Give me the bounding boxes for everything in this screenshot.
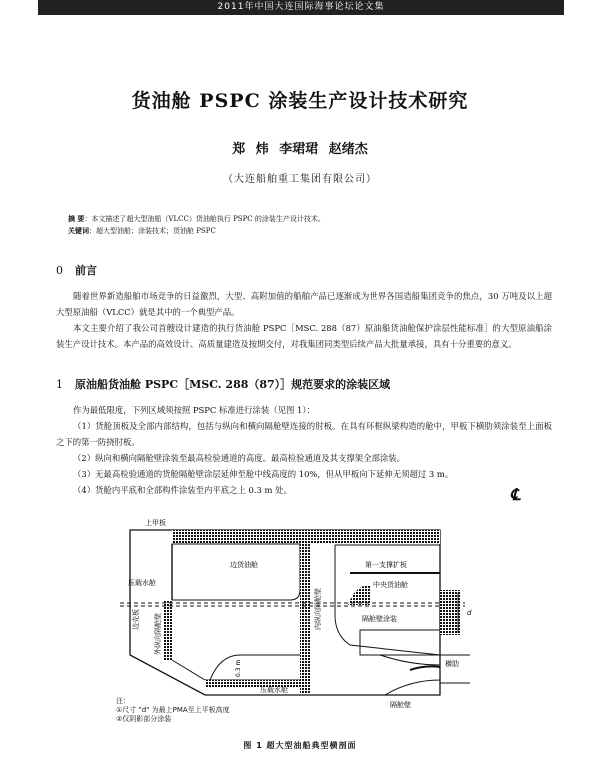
- label-inner-bulkhead: 内纵向隔舱壁: [314, 588, 322, 630]
- label-outer-bulkhead: 外纵向隔舱壁: [154, 613, 162, 655]
- abstract-line: [68, 213, 538, 225]
- section-title: 前言: [75, 264, 97, 277]
- section-0-paragraph-2: 本文主要介绍了我公司首艘设计建造的执行货油舱 PSPC［MSC. 288（87）原油船货油舱保护涂层性能标准］的大型原油船涂装生产设计技术。本产品的高效设计、高质量建造及按期交付，对我集团同类型后续产品大批量承接，具有十分重要的意义。: [56, 323, 552, 349]
- affiliation: （大连船舶重工集团有限公司）: [223, 174, 377, 185]
- section-0-paragraph-1: 随着世界新造船舶市场竞争的日益激烈，大型、高附加值的船舶产品已逐渐成为世界各国造船集团竞争的焦点，30 万吨及以上超大型原油船（VLCC）就是其中的一个典型产品。: [56, 291, 552, 317]
- paper-title: 货油舱 PSPC 涂装生产设计技术研究: [131, 90, 469, 112]
- keywords-line: [68, 225, 538, 237]
- label-upper-deck: 上甲板: [145, 519, 166, 527]
- label-center-tank: 中央货油舱: [373, 581, 408, 589]
- label-bracket: 隔舱壁: [390, 701, 411, 709]
- label-height-d: d: [467, 609, 472, 617]
- figure-caption: 图 1 超大型油船典型横剖面: [243, 741, 357, 750]
- outer-bulkhead-coating: [164, 600, 172, 660]
- abstract-label: 摘 要: [68, 215, 85, 223]
- label-side-tank: 边货油舱: [230, 561, 258, 569]
- cross-section-figure: [110, 505, 530, 725]
- label-side-shell: 边壳板: [132, 609, 140, 630]
- running-header: 2011年中国大连国际海事论坛论文集: [38, 0, 564, 15]
- abstract-block: [68, 213, 538, 237]
- label-dim-03: 0.3 m: [235, 659, 242, 677]
- section-1-paragraph-1: 作为最低限度，下列区域须按照 PSPC 标准进行涂装（见图 1）：: [73, 405, 315, 415]
- label-frame: 横肋: [445, 660, 459, 668]
- section-1-paragraph-3: （2）纵向和横向隔舱壁涂装至最高检验通道的高度。最高检验通道及其支撑架全部涂装。: [73, 453, 405, 463]
- section-0-heading: [56, 262, 97, 278]
- section-number: 0: [56, 264, 63, 277]
- inner-bulkhead-coating: [300, 544, 310, 694]
- keywords-label: 关键词: [68, 227, 89, 235]
- centerline-symbol: ℄: [510, 485, 521, 504]
- label-ballast-tank: 压载水舱: [128, 579, 156, 587]
- note-1: ①尺寸 "d" 为最上PMA至上平板高度: [116, 706, 230, 714]
- authors: 郑 炜 李珺珺 赵绪杰: [232, 142, 368, 157]
- label-first-stringer: 第一支撑扩板: [365, 561, 407, 569]
- figure-notes: [116, 697, 230, 724]
- section-title: 原油船货油舱 PSPC［MSC. 288（87）］规范要求的涂装区域: [75, 378, 391, 391]
- hull-outline: [130, 530, 440, 695]
- label-bilge-ballast: 压载水舱: [260, 686, 288, 694]
- note-header: 注：: [116, 697, 130, 705]
- section-1-paragraph-2: （1）货舱顶板及全部内部结构，包括与纵向和横向隔舱壁连接的肘板。在具有环框纵梁构造的舱中，甲板下横肋须涂装至上面板之下的第一防挠肘板。: [56, 421, 552, 447]
- label-transverse-bulkhead: 隔舱壁涂装: [362, 615, 397, 623]
- note-2: ②仅阴影部分涂装: [116, 715, 172, 723]
- keywords-text: ：超大型油船；涂装技术；货油舱 PSPC: [89, 227, 216, 235]
- deck-coating: [172, 530, 440, 544]
- section-1-paragraph-5: （4）货舱内平底和全部构件涂装至内平底之上 0.3 m 处。: [73, 485, 292, 495]
- section-1-paragraph-4: （3）无最高检验通道的货舱隔舱壁涂层延伸至舱中线高度的 10%，但从甲板向下延伸无须超过 3 m。: [73, 469, 454, 479]
- section-number: 1: [56, 378, 63, 391]
- section-1-heading: [56, 376, 390, 392]
- abstract-text: ：本文描述了超大型油船（VLCC）货油舱执行 PSPC 的涂装生产设计技术。: [84, 215, 325, 223]
